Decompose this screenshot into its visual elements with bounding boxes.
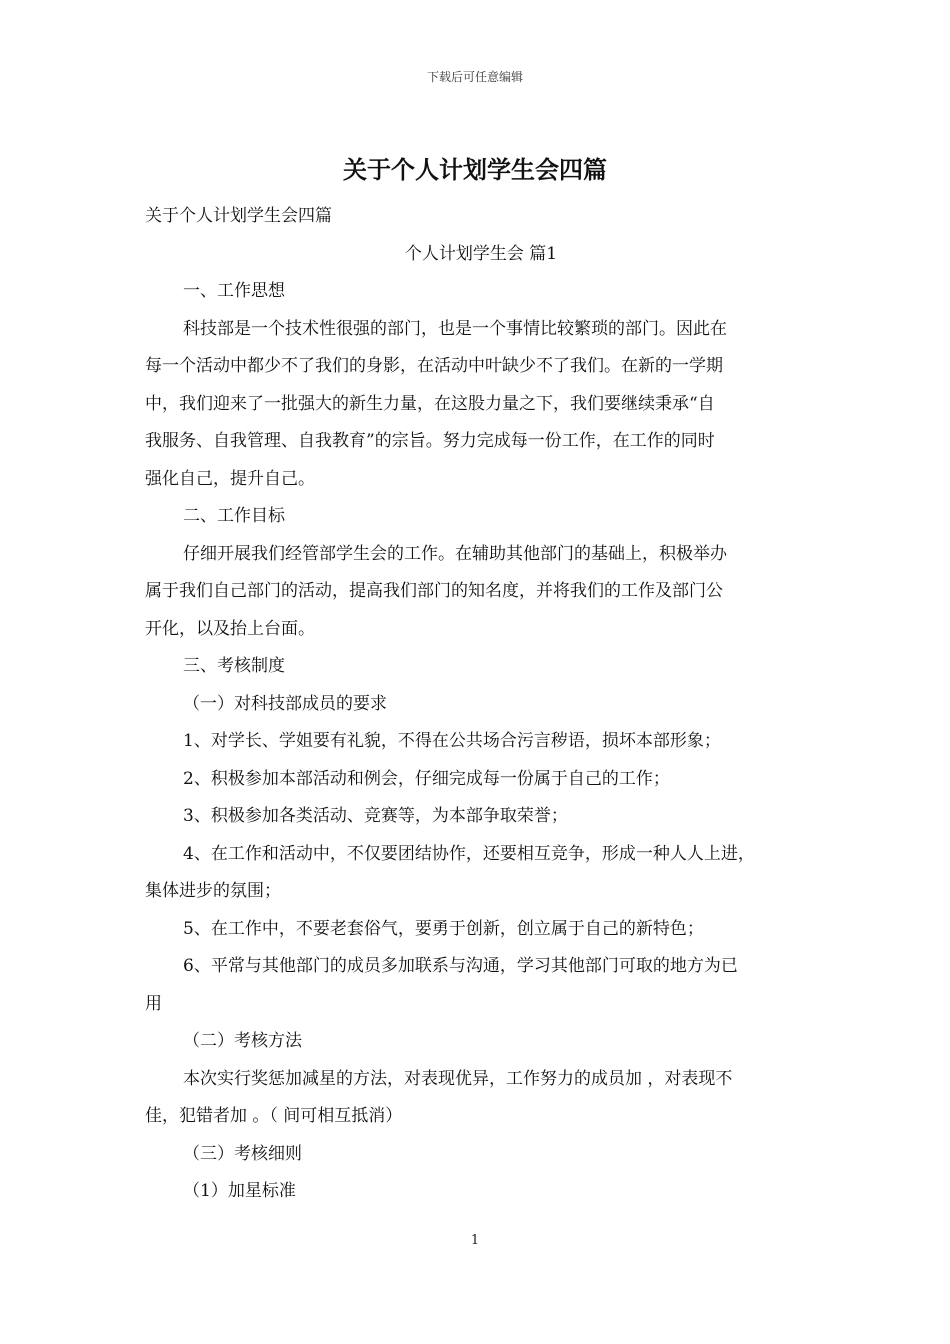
page-number: 1 xyxy=(470,1233,480,1248)
subtitle-line: 关于个人计划学生会四篇 xyxy=(145,206,332,226)
list-item-continued: 集体进步的氛围； xyxy=(145,881,281,901)
header-note: 下载后可任意编辑 xyxy=(426,70,523,84)
subheading-star-standard: （1）加星标准 xyxy=(183,1181,296,1201)
paragraph-line: 科技部是一个技术性很强的部门，也是一个事情比较繁琐的部门。因此在 xyxy=(183,318,727,339)
list-item: 3、积极参加各类活动、竞赛等，为本部争取荣誉； xyxy=(183,806,568,826)
subheading-rules: （三）考核细则 xyxy=(183,1143,302,1164)
section-heading: 个人计划学生会 篇1 xyxy=(404,243,558,264)
paragraph-line: 每一个活动中都少不了我们的身影，在活动中叶缺少不了我们。在新的一学期 xyxy=(145,356,723,376)
paragraph-line: 开化，以及抬上台面。 xyxy=(145,618,315,639)
heading-work-thought: 一、工作思想 xyxy=(183,281,285,301)
paragraph-line: 中，我们迎来了一批强大的新生力量，在这股力量之下，我们要继续秉承“自 xyxy=(145,393,715,414)
subheading-method: （二）考核方法 xyxy=(183,1031,302,1051)
list-item: 2、积极参加本部活动和例会，仔细完成每一份属于自己的工作； xyxy=(183,768,670,789)
subheading-requirements: （一）对科技部成员的要求 xyxy=(183,693,387,714)
paragraph-line: 强化自己，提升自己。 xyxy=(145,468,315,489)
list-item: 1、对学长、学姐要有礼貌，不得在公共场合污言秽语，损坏本部形象； xyxy=(183,731,721,751)
paragraph-line: 我服务、自我管理、自我教育”的宗旨。努力完成每一份工作，在工作的同时 xyxy=(145,431,715,451)
paragraph-line: 属于我们自己部门的活动，提高我们部门的知名度，并将我们的工作及部门公 xyxy=(145,581,723,601)
paragraph-line: 仔细开展我们经管部学生会的工作。在辅助其他部门的基础上，积极举办 xyxy=(183,543,727,564)
list-item: 6、平常与其他部门的成员多加联系与沟通，学习其他部门可取的地方为已 xyxy=(183,956,738,976)
list-item: 4、在工作和活动中，不仅要团结协作，还要相互竞争，形成一种人人上进， xyxy=(183,843,755,864)
document-body xyxy=(145,198,817,1211)
list-item: 5、在工作中，不要老套俗气，要勇于创新，创立属于自己的新特色； xyxy=(183,918,704,939)
paragraph-line: 佳，犯错者加 。（ 间可相互抵消） xyxy=(145,1106,403,1126)
list-item-continued: 用 xyxy=(145,993,162,1014)
document-title: 关于个人计划学生会四篇 xyxy=(343,155,607,184)
paragraph-line: 本次实行奖惩加减星的方法，对表现优异，工作努力的成员加 ，对表现不 xyxy=(183,1068,733,1089)
heading-assessment-system: 三、考核制度 xyxy=(183,656,285,676)
heading-work-goal: 二、工作目标 xyxy=(183,506,285,526)
